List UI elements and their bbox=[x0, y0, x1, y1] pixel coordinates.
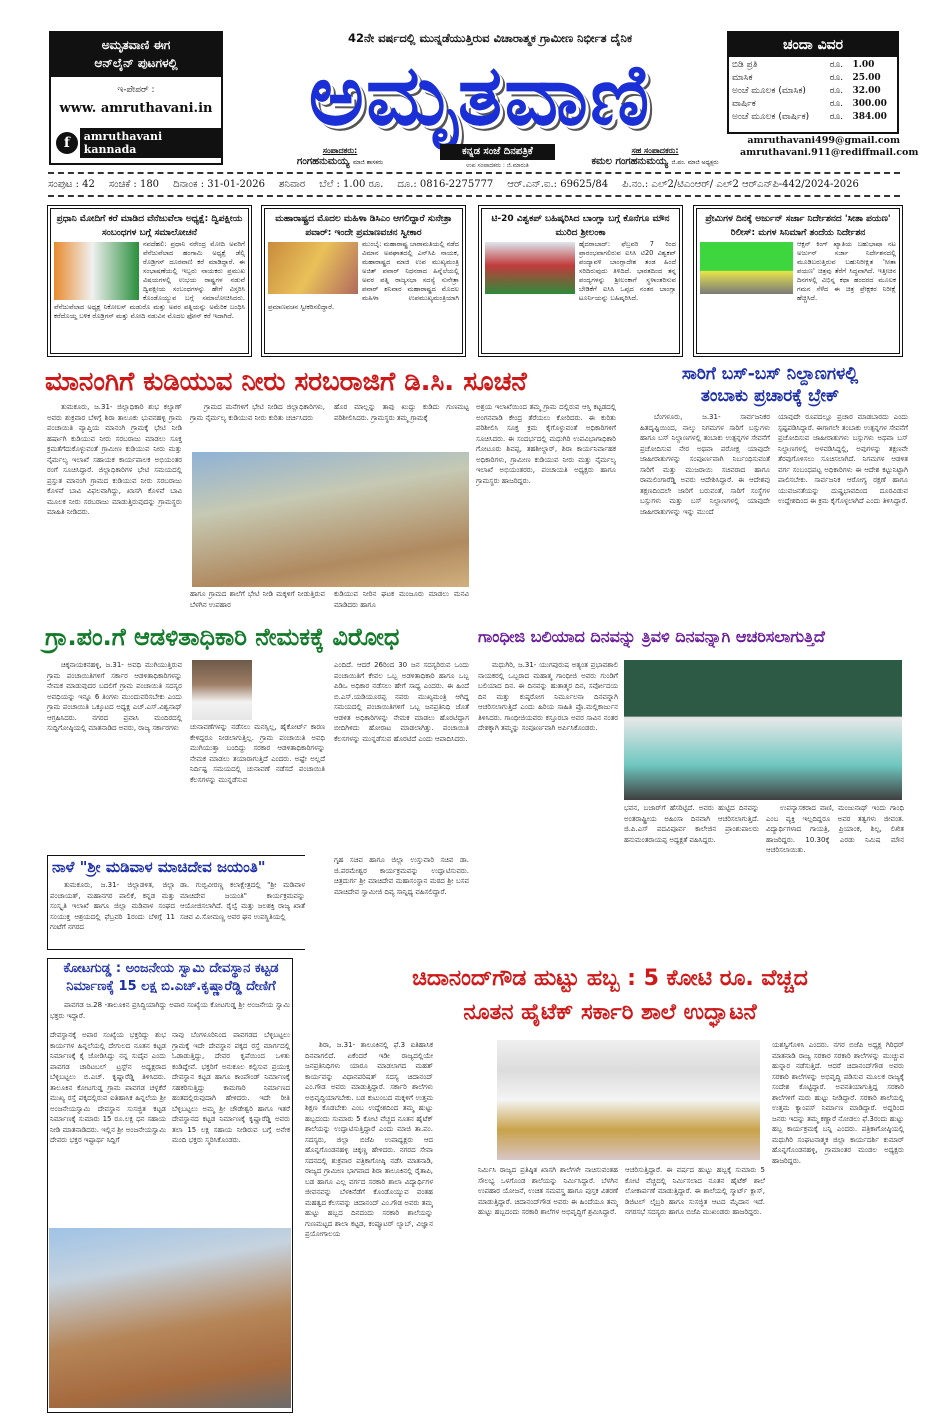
subscription-title: ಚಂದಾ ವಿವರ bbox=[729, 33, 897, 57]
promo-title-line2: ಆನ್‌ಲೈನ್ ಪುಟಗಳಲ್ಲಿ bbox=[94, 56, 178, 70]
jayanti-col-1: ತುಮಕೂರು, ಜ.31- ಜಿಲ್ಲಾಡಳಿತ, ಜಿಲ್ಲಾ ಪಂಚಾಯತ್, ಮಹಾನಗರ ಪಾಲಿಕೆ, ಕನ್ನಡ ಮತ್ತು ಸಂಸ್ಕೃತಿ ಇಲಾಖೆ ಹಾಗೂ ಜಿಲ್ಲಾ ಮಡಿವಾಳ ಸಂಘದ ಸಂಯುಕ್ತ ಆಶ್ರಯದಲ್ಲಿ ಫೆಬ್ರವರಿ 1ರಂದು ಬೆಳಿಗ್ಗೆ 11 ಗಂಟೆಗೆ ನಗರದ bbox=[50, 881, 175, 931]
brief-photo bbox=[485, 242, 575, 294]
temple-headline bbox=[50, 960, 292, 996]
brief-headline: ಟಿ-20 ವಿಶ್ವಕಪ್ ಬಹಿಷ್ಕರಿಸಿದ ಬಾಂಗ್ಲಾ ಬಗ್ಗೆ ಕೊನೆಗೂ ಮೌನ ಮುರಿದ ಶ್ರೀಲಂಕಾ bbox=[491, 214, 670, 238]
temple-headline-line2: ನಿರ್ಮಾಣಕ್ಕೆ 15 ಲಕ್ಷ ಬಿ.ಎಚ್.ಕೃಷ್ಣಾರೆಡ್ಡಿ ದೇಣಿಗೆ bbox=[66, 979, 276, 994]
school-col-3: ಆಚರಿಸುತ್ತಿದ್ದಾರೆ. ಈ ವರ್ಷದ ಹುಟ್ಟು ಹಬ್ಬಕ್ಕೆ ಸುಮಾರು 5 ಕೋಟಿ ವೆಚ್ಚದಲ್ಲಿ ನಿರ್ಮಿಸಲಾದ ನೂತನ ಹೈಟೆಕ್ ಶಾಲೆ ಲೋಕಾರ್ಪಣೆ ಮಾಡುತ್ತಿದ್ದಾರೆ. ಈ ಶಾಲೆಯಲ್ಲಿ ಸ್ಮಾರ್ಟ್ ಕ್ಲಾಸ್, ಡಿಜಿಟಲ್ ಲೈಬ್ರರಿ ಹಾಗೂ ಸುಸಜ್ಜಿತ ಆಟದ ಮೈದಾನ ಇದೆ. ನಗರಸಭೆ ಸದಸ್ಯರು ಹಾಗೂ ಬಿಜೆಪಿ ಮುಖಂಡರು ಹಾಜರಿದ್ದರು. bbox=[625, 1166, 765, 1216]
promo-title-line1: ಅಮೃತವಾಣಿ ಈಗ bbox=[101, 38, 171, 52]
editor-name: ಗಂಗಹನುಮಯ್ಯ bbox=[296, 156, 350, 167]
promo-title bbox=[51, 33, 221, 77]
rate-value: 25.00 bbox=[852, 73, 881, 83]
email-1[interactable]: amruthavani499@gmail.com bbox=[747, 135, 900, 146]
postal-reg: ಪಿ.ನಂ.: ಎಲ್2/ಟಿಎಂಆರ್/ ಎಲ್2 ಆರ್‌ಎನ್‌ಪಿ-442/2024-2026 bbox=[622, 179, 859, 190]
contact-emails bbox=[740, 135, 919, 159]
school-photo bbox=[497, 1040, 760, 1160]
lead-col-2-bottom: ಹಾಗೂ ಗ್ರಾಮದ ಶಾಲೆಗೆ ಭೇಟಿ ನೀಡಿ ಮಕ್ಕಳಿಗೆ ನೀಡುತ್ತಿರುವ ಬೆಳಗಿನ ಉಪಹಾರ bbox=[190, 590, 325, 609]
gp-headline: ಗ್ರಾ.ಪಂ.ಗೆ ಆಡಳಿತಾಧಿಕಾರಿ ನೇಮಕಕ್ಕೆ ವಿರೋಧ bbox=[45, 623, 400, 651]
brief-box bbox=[261, 205, 466, 357]
facebook-icon: f bbox=[56, 132, 78, 154]
subscription-row bbox=[729, 72, 897, 85]
editor-label: ಸಂಪಾದಕರು: bbox=[322, 146, 358, 155]
brief-body: ಆಕ್ಷನ್ ಕಿಂಗ್ ಖ್ಯಾತಿಯ ಬಹುಭಾಷಾ ನಟ ಅರ್ಜುನ್ ಸರ್ಜಾ ನಿರ್ದೇಶನದಲ್ಲಿ ಮೂಡಿಬರುತ್ತಿರುವ ಬಹುನಿರೀಕ್ಷಿತ 'ಸೀತಾ ಪಯಣ' ಚಿತ್ರವು ತೆರೆಗೆ ಸಿದ್ಧವಾಗಿದೆ. ಇತ್ತೀಚಿನ ದಿನಗಳಲ್ಲಿ ವಿಭಿನ್ನ ಕಥಾ ಹಂದರದ ಮೂಲಕ ಗಮನ ಸೆಳೆದ ಈ ಚಿತ್ರ ಪ್ರೇಕ್ಷಕರ ನಿರೀಕ್ಷೆ ಹೆಚ್ಚಿಸಿದೆ. bbox=[797, 240, 896, 302]
phone: ದೂ.: 0816-2275777 bbox=[397, 179, 494, 190]
rate-label: ಮಾಸಿಕ bbox=[732, 73, 753, 83]
coeditor-block bbox=[560, 146, 750, 167]
temple-col-1: ದೇವಸ್ಥಾನಕ್ಕೆ ಅಪಾರ ಸಂಖ್ಯೆಯ ಭಕ್ತರಿದ್ದು ಶುಭ ಕಾರ್ಯಗಳ ಹಿನ್ನಲೆಯಲ್ಲಿ ದೇಗುಲದ ನೂತನ ಕಟ್ಟಡ ನಿರ್ಮಾಣಕ್ಕೆ ಕೈ ಜೋಡಿಸಿದ್ದು ನನ್ನ ಸುದೈವ ಎಂದು ಪಾವಗಡ ಚಾರಿಟಬಲ್ ಟ್ರಸ್ಟ್‌ನ ಅಧ್ಯಕ್ಷರಾದ ಬೆಳ್ಳಿಬಟ್ಟಲು ಬಿ.ಎಚ್. ಕೃಷ್ಣಾರೆಡ್ಡಿ ತಿಳಿಸಿದರು. ತಾಲೂಕಿನ ಕೋಟಗುಡ್ಡ ಗ್ರಾಮ ಪಾವಗಡ ಚಳ್ಳಕೆರೆ ಮುಖ್ಯ ರಸ್ತೆ ಪಕ್ಕದಲ್ಲಿರುವ ಐತಿಹಾಸಿಕ ಹಿನ್ನಲೆಯ ಶ್ರೀ ಅಂಜನೇಯಸ್ವಾಮಿ ದೇವಸ್ಥಾನ ಸುಸಜ್ಜಿತ ಕಟ್ಟಡ ನಿರ್ಮಾಣಕ್ಕೆ ಸುಮಾರು 15 ರೂ.ಲಕ್ಷ ಧನ ಸಹಾಯ ನೀಡಿ ಮಾತನಾಡಿದರು. ಇಲ್ಲಿನ ಶ್ರೀ ಅಂಜನೇಯಸ್ವಾಮಿ ದೇವರು ಭಕ್ತರ ಇಷ್ಟಾರ್ಥ ಸಿದ್ದಿಗೆ bbox=[50, 1031, 166, 1144]
coeditor-role: ಜಿ.ಪಂ. ಮಾಜಿ ಅಧ್ಯಕ್ಷರು bbox=[671, 159, 719, 166]
gp-col-1: ಚಿಕ್ಕನಾಯಕನಹಳ್ಳಿ, ಜ.31- ಅವಧಿ ಮುಗಿಯುತ್ತಿರುವ ಗ್ರಾಮ ಪಂಚಾಯಿತಿಗಳಿಗೆ ಸರ್ಕಾರ ಆಡಳಿತಾಧಿಕಾರಿಗಳನ್ನು ನೇಮಕ ಮಾಡುವುದರ ಬದಲಿಗೆ ಗ್ರಾಮ ಪಂಚಾಯಿತಿ ಸದಸ್ಯರ ಅವಧಿಯನ್ನು ಇನ್ನೂ 6 ತಿಂಗಳು ಮುಂದುವರಿಸಬೇಕು ಎಂದು ಗ್ರಾಮ ಪಂಚಾಯಿತಿ ಒಕ್ಕೂಟದ ಅಧ್ಯಕ್ಷ ಎಚ್.ಎಸ್.ವಿಶ್ವನಾಥ್ ಆಗ್ರಹಿಸಿದರು. ನಗರದ ಪ್ರವಾಸಿ ಮಂದಿರದಲ್ಲಿ ಸುದ್ದಿಗೋಷ್ಠಿಯಲ್ಲಿ ಮಾತನಾಡಿದ ಅವರು, ರಾಜ್ಯ ಸರ್ಕಾರಗಳು bbox=[47, 661, 182, 732]
rate-currency: ರೂ. bbox=[829, 86, 844, 96]
rate-label: ಅಂಚೆ ಮೂಲಕ (ಮಾಸಿಕ) bbox=[732, 86, 806, 96]
gandhi-photo bbox=[624, 660, 902, 800]
school-col-2: ನಿರ್ಮಿಸಿ ರಾಜ್ಯದ ಪ್ರತಿಷ್ಠಿತ ಖಾಸಗಿ ಶಾಲೆಗಳೇ ನಾಚಿಸುವಂತಹ ಸೌಲಭ್ಯ ಒಳಗೊಂಡ ಶಾಲೆಯನ್ನು ನಿರ್ಮಿಸಿದ್ದಾರೆ. ಬೆಳಗಿನ ಉಪಹಾರ ಯೋಜನೆ, ಉಚಿತ ಸಮವಸ್ತ್ರ ಹಾಗೂ ಪುಸ್ತಕ ವಿತರಣೆ ಮಾಡುತ್ತಿದ್ದಾರೆ. ಚಿದಾನಂದ್‌ಗೌಡ ಅವರು ಈ ಹಿಂದೆಯೂ ತಮ್ಮ ಹುಟ್ಟು ಹಬ್ಬದಂದು ಸರಕಾರಿ ಶಾಲೆಗಳ ಅಭಿವೃದ್ಧಿಗೆ ಶ್ರಮಿಸಿದ್ದಾರೆ. bbox=[478, 1166, 618, 1216]
lead-col-4: ಅಶ್ರಯ ಇಲಾಖೆಯಿಂದ ತಮ್ಮ ಗ್ರಾಮ ದಲ್ಲಿರುವ ಆಸ್ತಿ ಕಟ್ಟಡದಲ್ಲಿ ಅಂಗನವಾಡಿ ಕೇಂದ್ರ ತೆರೆಯಲು ಕೋರಿದರು. ಈ ಕುರಿತು ಪರಿಶೀಲಿಸಿ ಸೂಕ್ತ ಕ್ರಮ ಕೈಗೊಳ್ಳುವಂತೆ ಅಧಿಕಾರಿಗಳಿಗೆ ಸೂಚಿಸಿದರು. ಈ ಸಂದರ್ಭದಲ್ಲಿ ಮಧುಗಿರಿ ಉಪವಿಭಾಗಾಧಿಕಾರಿ ಗೋಟೂರು ಶಿವಪ್ಪ, ತಹಶೀಲ್ದಾರ್, ಶಿರಾ ಕಾರ್ಯನಿರ್ವಾಹಕ ಅಧಿಕಾರಿಗಳು, ಗ್ರಾಮೀಣ ಕುಡಿಯುವ ನೀರು ಮತ್ತು ನೈರ್ಮಲ್ಯ ಇಲಾಖೆ ಅಭಿಯಂತರರು, ಪಂಚಾಯತಿ ಅಧ್ಯಕ್ಷರು ಹಾಗೂ ಗ್ರಾಮಸ್ಥರು ಹಾಜರಿದ್ದರು. bbox=[476, 403, 616, 485]
lead-col-3-bottom: ಕುಡಿಯುವ ನೀರಿನ ಘಟಕ ಮಂಜೂರು ಮಾಡಲು ಮನವಿ ಮಾಡಿದರು ಹಾಗೂ bbox=[334, 590, 469, 609]
gandhi-col-1: ಮಧುಗಿರಿ, ಜ.31- ಯುಗಪುರುಷ ಅತ್ಯಂತ ಪ್ರಭಾವಶಾಲಿ ನಾಯಕರಲ್ಲಿ ಒಬ್ಬರಾದ ಮಹಾತ್ಮ ಗಾಂಧೀಜಿ ಅವರು ಗುಂಡಿಗೆ ಬಲಿಯಾದ ದಿನ. ಈ ದಿನವನ್ನು ಹುತಾತ್ಮರ ದಿನ, ಸರ್ವೋದಯ ದಿನ ಮತ್ತು ಕುಷ್ಠರೋಗ ನಿರ್ಮೂಲನಾ ದಿನವನ್ನಾಗಿ ಆಚರಿಸಲಾಗುತ್ತಿದೆ ಎಂದು ಹಿರಿಯ ಸಾಹಿತಿ ಪ್ರೊ.ಮಲ್ಲಿಕಾರ್ಜುನ ತಿಳಿಸಿದರು. ಗಾಂಧೀಜಿಯವರು ಕಸ್ತೂರಬಾ ಅವರ ಸಾವಿನ ನಂತರ ದೇಶಕ್ಕಾಗಿ ತಮ್ಮನ್ನು ಸಂಪೂರ್ಣವಾಗಿ ಅರ್ಪಿಸಿಕೊಂಡರು. bbox=[478, 661, 618, 732]
lead-photo bbox=[192, 452, 469, 587]
rate-label: ವಾರ್ಷಿಕ bbox=[732, 99, 756, 109]
rate-value: 300.00 bbox=[852, 99, 887, 109]
brief-photo bbox=[268, 242, 358, 294]
lead-col-3-top: ಹೊರ ಮಾಲ್ಲನ್ನು ತಾವು ಖುದ್ದು ಕುಡಿದು ಗುಣಮಟ್ಟ ಪರಿಶೀಲಿಸಿದರು. ಗ್ರಾಮಸ್ಥರು ತಮ್ಮ ಗ್ರಾಮಕ್ಕೆ bbox=[334, 403, 469, 422]
editor-block bbox=[250, 146, 430, 167]
brief-photo bbox=[54, 242, 139, 300]
issue-info-bar bbox=[48, 179, 900, 190]
brief-photo bbox=[700, 242, 793, 294]
editor-role: ಮಾಜಿ ಶಾಸಕರು bbox=[352, 159, 384, 166]
rate-currency: ರೂ. bbox=[829, 112, 844, 122]
subscription-box bbox=[727, 31, 899, 134]
subscription-row bbox=[729, 98, 897, 111]
rate-label: ಬಿಡಿ ಪ್ರತಿ bbox=[732, 60, 758, 70]
subscription-row bbox=[729, 85, 897, 98]
day: ಶನಿವಾರ bbox=[278, 179, 306, 190]
gp-col-3: ಎಂದಿದೆ. ಆದರೆ 26ರಿಂದ 30 ಜನ ಸದಸ್ಯರಿರುವ ಒಂದು ಪಂಚಾಯಿತಿಗೆ ಕೇವಲ ಒಬ್ಬ ಅಡಳಿತಾಧಿಕಾರಿ ಹಾಗೂ ಒಬ್ಬ ಪಿಡಿಒ ಅಧಿಕಾರ ನಡೆಸಲು ಹೇಗೆ ಸಾಧ್ಯ ಎಂದರು. ಈ ಹಿಂದೆ ಬಿ.ಎಸ್.ಯಡಿಯೂರಪ್ಪ ನವರು ಮುಖ್ಯಮಂತ್ರಿ ಆಗಿದ್ದ ಸಮಯದಲ್ಲಿ ಪಂಚಾಯಿತಿಗಳಿಗೆ ಒಬ್ಬ ಜನಪ್ರತಿನಿಧಿ ಜೊತೆ ಆಡಳಿತ ಅಧಿಕಾರಿಗಳನ್ನು ನೇಮಕ ಮಾಡಲು ಹೊರಟಿದ್ದಾಗ ಬೀದಿಗಿಳಿದು ಹೋರಾಟ ಮಾಡಲಾಗಿತ್ತು. ಪಂಚಾಯಿತಿ ಕೆಲಸಗಳನ್ನು ಮುನ್ನಡೆಸುವ ಹೊರಟಿದೆ ಎಂದು ಆಪಾದಿಸಿದರು. bbox=[334, 661, 469, 743]
date: ದಿನಾಂಕ : 31-01-2026 bbox=[173, 179, 265, 190]
temple-lede: ಪಾವಗಡ ಜ.28 -ತಾಲೂಕಿನ ಪ್ರಸಿದ್ಧಿಯಾಗಿದ್ದು ಅಪಾರ ಸಂಖ್ಯೆಯ ಕೋಟಗುಡ್ಡ ಶ್ರೀ ಅಂಜನೇಯ ಸ್ವಾಮಿ ಭಕ್ತರು ಇದ್ದಾರೆ. bbox=[50, 1001, 290, 1020]
rate-currency: ರೂ. bbox=[829, 73, 844, 83]
masthead-subtitle: ಕನ್ನಡ ಸಂಜೆ ದಿನಪತ್ರಿಕೆ bbox=[440, 144, 555, 160]
masthead-tagline: 42ನೇ ವರ್ಷದಲ್ಲಿ ಮುನ್ನಡೆಯುತ್ತಿರುವ ವಿಚಾರಾತ್ಮಕ ಗ್ರಾಮೀಣ ನಿರ್ಭೀತ ದೈನಿಕ bbox=[347, 31, 633, 45]
lead-col-2-top: ಗ್ರಾಮದ ಮನೆಗಳಿಗೆ ಭೇಟಿ ನೀಡಿದ ಜಿಲ್ಲಾಧಿಕಾರಿಗಳು, ಗ್ರಾಮ ನೈರ್ಮಲ್ಯ ಕುಡಿಯುವ ನೀರು ಕುರಿತು ಚರ್ಚಿಸಿದರು bbox=[190, 403, 325, 422]
school-headline bbox=[300, 962, 920, 1030]
rate-label: ಅಂಚೆ ಮೂಲಕ (ವಾರ್ಷಿಕ) bbox=[732, 112, 810, 122]
lead-headline: ಮಾನಂಗಿಗೆ ಕುಡಿಯುವ ನೀರು ಸರಬರಾಜಿಗೆ ಡಿ.ಸಿ. ಸೂಚನೆ bbox=[45, 367, 527, 397]
volume: ಸಂಪುಟ : 42 bbox=[48, 179, 95, 190]
tobacco-col-2: ಯಾವುದೇ ರೂಪದಲ್ಲೂ ಪ್ರಚಾರ ಮಾಡಬಾರದು ಎಂದು ಸ್ಪಷ್ಟಪಡಿಸಿದ್ದಾರೆ. ಈಗಾಗಲೇ ತಂಬಾಕು ಉತ್ಪನ್ನಗಳ ಸೇವನೆಗೆ ಪ್ರಚೋದಿಸುವ ಜಾಹೀರಾತುಗಳು ಬಸ್ಸುಗಳು ಅಥವಾ ಬಸ್ ನಿಲ್ದಾಣಗಳಲ್ಲಿ ಅಳವಡಿಸಿದ್ದಲ್ಲಿ, ಅವುಗಳನ್ನು ತಕ್ಷಣವೇ ತೆರವುಗೊಳಿಸಲು ಸೂಚಿಸಲಾಗಿದೆ. ನಿಗಮಗಳ ಆಡಳಿತ ವರ್ಗ ಸಂಬಂಧಪಟ್ಟ ಅಧಿಕಾರಿಗಳು ಈ ಆದೇಶ ಕಟ್ಟುನಿಟ್ಟಾಗಿ ಪಾಲಿಸಬೇಕು. ಸಾರ್ವಜನಿಕ ಆರೋಗ್ಯ ರಕ್ಷಣೆ ಹಾಗೂ ಯುವಜನತೆಯನ್ನು ದುಷ್ಪ್ರಭಾವದಿಂದ ದೂರವಿಡುವ ಉದ್ದೇಶದಿಂದ ಈ ಕ್ರಮ ಕೈಗೊಳ್ಳಲಾಗಿದೆ ಎಂದು ತಿಳಿಸಿದ್ದಾರೆ. bbox=[778, 413, 908, 505]
brief-headline: ಮಹಾರಾಷ್ಟ್ರದ ಮೊದಲ ಮಹಿಳಾ ಡಿಸಿಎಂ ಆಗಲಿದ್ದಾರೆ ಸುನೇತ್ರಾ ಪವಾರ್: ಇಂದೇ ಪ್ರಮಾಣವಚನ ಸ್ವೀಕಾರ bbox=[275, 214, 452, 238]
rate-value: 1.00 bbox=[852, 60, 875, 70]
gandhi-col-3: ಭವನ, ಬಜಾರ್‌ಗೆ ಹೆಸರಿಟ್ಟಿದೆ. ಅವರು ಹುಟ್ಟಿದ ದಿನವನ್ನು ಅಂತರಾಷ್ಟ್ರೀಯ ಅಹಿಂಸಾ ದಿನವಾಗಿ ಆಚರಿಸಲಾಗುತ್ತಿದೆ. ಜಿ.ಪಿ.ಎಸ್ ಪದವಿಪೂರ್ವ ಕಾಲೇಜಿನ ಪ್ರಾಂಶುಪಾಲರು ಹನುಮಂತರಾಯಪ್ಪ ಅಧ್ಯಕ್ಷತೆ ವಹಿಸಿದ್ದರು. bbox=[624, 804, 759, 844]
subscription-row bbox=[729, 111, 897, 124]
brief-headline: ಪ್ರಧಾನಿ ಮೋದಿಗೆ ಕರೆ ಮಾಡಿದ ವೆನೆಜುವೆಲಾ ಅಧ್ಯಕ್ಷೆ: ದ್ವಿಪಕ್ಷೀಯ ಸಂಬಂಧಗಳ ಬಗ್ಗೆ ಸಮಾಲೋಚನೆ bbox=[56, 214, 243, 238]
epaper-label: ಇ-ಪೇಪರ್ : bbox=[117, 85, 155, 95]
school-col-4: ಯಶಸ್ವಿಗೊಳಿಸಿ ಎಂದರು. ನಗರ ಬಿಜೆಪಿ ಅಧ್ಯಕ್ಷ ಗಿರಿಧರ್ ಮಾತನಾಡಿ ರಾಜ್ಯ ಸರಕಾರ ಸರಕಾರಿ ಶಾಲೆಗಳನ್ನು ಮುಚ್ಚುವ ಹುನ್ನಾರ ನಡೆಸುತ್ತಿದೆ. ಆದರೆ ಚಿದಾನಂದ್‌ಗೌಡ ಅವರು ಸರಕಾರಿ ಶಾಲೆಗಳನ್ನು ಅಭಿವೃದ್ಧಿ ಪಡಿಸುವ ಮೂಲಕ ರಾಜ್ಯಕ್ಕೆ ಸಂದೇಶ ಕೊಟ್ಟಿದ್ದಾರೆ. ಅವನತಿಯಾಗುತ್ತಿದ್ದ ಸರಕಾರಿ ಶಾಲೆಗಳಿಗೆ ಮರು ಹುಟ್ಟು ನೀಡಿದ್ದಾರೆ. ಸರಕಾರಿ ಶಾಲೆಯಲ್ಲಿ ಉತ್ತಮ ಕ್ಯಾಂಪಸ್ ನಿರ್ಮಾಣ ಮಾಡಿದ್ದಾರೆ. ಅದ್ದರಿಂದ ಜನರು ಇದನ್ನು ತಮ್ಮ ಕಣ್ಣಾರೆ ನೋಡಲು ಫೆ.3ರಂದು ಹುಟ್ಟು ಹಬ್ಬ ಕಾರ್ಯಕ್ರಮಕ್ಕೆ ಬನ್ನಿ ಎಂದರು. ಪತ್ರಿಕಾಗೋಷ್ಠಿಯಲ್ಲಿ ಮಧುಗಿರಿ ಸಂಘಟನಾತ್ಮಕ ಜಿಲ್ಲಾ ಕಾರ್ಯದರ್ಶಿ ಕುಮಾರ್ ಹೊನ್ನಗೊಂಡನಹಳ್ಳಿ, ಗ್ರಾಮಾಂತರ ಮಂಡಲ ಅಧ್ಯಕ್ಷರು ಹಾಜರಿದ್ದರು. bbox=[772, 1041, 904, 1165]
rate-currency: ರೂ. bbox=[829, 60, 844, 70]
jayanti-col-3: ಗೃಹ ಸಚಿವ ಹಾಗೂ ಜಿಲ್ಲಾ ಉಸ್ತುವಾರಿ ಸಚಿವ ಡಾ. ಜಿ.ಪರಮೇಶ್ವರ ಕಾರ್ಯಕ್ರಮವನ್ನು ಉದ್ಘಾಟಿಸುವರು. ಚಿತ್ರದುರ್ಗ ಶ್ರೀ ಮಾಚಿದೇವ ಮಹಾಸಂಸ್ಥಾನ ಮಠದ ಶ್ರೀ ಬಸವ ಮಾಚಿದೇವ ಸ್ವಾಮೀಜಿ ದಿವ್ಯ ಸಾನ್ನಿಧ್ಯ ವಹಿಸಲಿದ್ದಾರೆ. bbox=[334, 856, 469, 896]
school-headline-line1: ಚಿದಾನಂದ್‌ಗೌಡ ಹುಟ್ಟು ಹಬ್ಬ : 5 ಕೋಟಿ ರೂ. ವೆಚ್ಚದ bbox=[412, 966, 808, 991]
masthead-title: ಅಮೃತವಾಣಿ bbox=[308, 46, 652, 144]
online-promo-box bbox=[49, 31, 223, 165]
coeditor-label: ಸಹ ಸಂಪಾದಕರು: bbox=[631, 146, 679, 155]
brief-body: ಮುಂಬೈ: ಮಹಾರಾಷ್ಟ್ರ ಬಾರಾಮತಿಯಲ್ಲಿ ನಡೆದ ವಿಮಾನ ಅಪಘಾತದಲ್ಲಿ ಎನ್‌ಸಿಪಿ ನಾಯಕ, ಮಹಾರಾಷ್ಟ್ರದ ಮಾಜಿ ಉಪ ಮುಖ್ಯಮಂತ್ರಿ ಅಜಿತ್ ಪವಾರ್ ನಿಧನರಾದ ಹಿನ್ನೆಲೆಯಲ್ಲಿ ಅವರ ಪತ್ನಿ ರಾಜ್ಯಸಭಾ ಸದಸ್ಯೆ ಸುನೇತ್ರಾ ಪವಾರ್ ಶನಿವಾರ ಮಹಾರಾಷ್ಟ್ರದ ಮೊದಲ ಮಹಿಳಾ ಉಪಮುಖ್ಯಮಂತ್ರಿಯಾಗಿ ಪ್ರಮಾಣವಚನ ಸ್ವೀಕರಿಸಲಿದ್ದಾರೆ. bbox=[268, 240, 459, 311]
brief-headline: ಪ್ರೇಮಿಗಳ ದಿನಕ್ಕೆ ಅರ್ಜುನ್ ಸರ್ಜಾ ನಿರ್ದೇಶನದ 'ಸೀತಾ ಪಯಣ' ರಿಲೀಸ್: ಮಗಳ ಸಿನಿಮಾಗೆ ತಂದೆಯ ನಿರ್ದೇಶನ bbox=[705, 214, 891, 238]
temple-photo bbox=[49, 1228, 291, 1408]
jayanti-col-2: ಡಾ. ಗುಬ್ಬಿವೀರಣ್ಣ ಕಲಾಕ್ಷೇತ್ರದಲ್ಲಿ "ಶ್ರೀ ಮಡಿವಾಳ ಮಾಚಿದೇವ ಜಯಂತಿ" ಕಾರ್ಯಕ್ರಮವನ್ನು ಆಯೋಜಿಸಲಾಗಿದೆ. ರೈಲ್ವೆ ಮತ್ತು ಜಲಶಕ್ತಿ ರಾಜ್ಯ ಖಾತೆ ಸಚಿವ ವಿ.ಸೋಮಣ್ಣ ಅವರ ಘನ ಉಪಸ್ಥಿತಿಯಲ್ಲಿ bbox=[180, 881, 305, 921]
tobacco-headline bbox=[630, 363, 910, 407]
school-headline-line2: ನೂತನ ಹೈಟೆಕ್ ಸರ್ಕಾರಿ ಶಾಲೆ ಉದ್ಘಾಟನೆ bbox=[463, 1000, 757, 1025]
subscription-table bbox=[729, 59, 897, 124]
rate-currency: ರೂ. bbox=[829, 99, 844, 109]
website-link[interactable]: www. amruthavani.in bbox=[59, 101, 213, 116]
temple-headline-line1: ಕೋಟಗುಡ್ಡ : ಅಂಜನೇಯ ಸ್ವಾಮಿ ದೇವಸ್ಥಾನ ಕಟ್ಟಡ bbox=[63, 961, 279, 976]
gandhi-col-4: ಉಪನ್ಯಾಸಕರಾದ ವಾಣಿ, ಮಂಜುನಾಥ್ ಇಂದು ಗಾಂಧಿ ಎಂಬ ವ್ಯಕ್ತಿ ಇಲ್ಲದಿದ್ದರೂ ಅವರ ತತ್ವಗಳು ಜೀವಂತ. ವಿದ್ಯಾರ್ಥಿಗಳಾದ ಗಾಯತ್ರಿ, ಪ್ರಿಯಾಂಕ, ಶಿಲ್ಪ, ಲಿಖಿತ ಹಾಜರಿದ್ದರು. 10.30ಕ್ಕೆ ಎರಡು ನಿಮಿಷ ಮೌನ ಆಚರಿಸಲಾಯಿತು. bbox=[766, 804, 904, 854]
jayanti-headline: ನಾಳೆ "ಶ್ರೀ ಮಡಿವಾಳ ಮಾಚಿದೇವ ಜಯಂತಿ" bbox=[52, 858, 266, 876]
price: ಬೆಲೆ : 1.00 ರೂ. bbox=[319, 179, 384, 190]
email-2[interactable]: amruthavani.911@rediffmail.com bbox=[740, 147, 919, 158]
rate-value: 384.00 bbox=[852, 112, 887, 122]
rate-value: 32.00 bbox=[852, 86, 881, 96]
issue: ಸಂಚಿಕೆ : 180 bbox=[108, 179, 160, 190]
divider bbox=[48, 195, 900, 197]
facebook-link[interactable] bbox=[56, 128, 221, 158]
gandhi-headline: ಗಾಂಧೀಜಿ ಬಲಿಯಾದ ದಿನವನ್ನು ತ್ರಿವಳಿ ದಿನವನ್ನಾಗಿ ಆಚರಿಸಲಾಗುತ್ತಿದೆ bbox=[478, 627, 825, 646]
tobacco-col-1: ಬೆಂಗಳೂರು, ಜ.31- ಸಾರ್ವಜನಿಕರ ಹಿತದೃಷ್ಟಿಯಿಂದ, ನಾಲ್ಕು ನಿಗಮಗಳ ಸಾರಿಗೆ ಬಸ್ಸುಗಳು ಹಾಗೂ ಬಸ್ ನಿಲ್ದಾಣಗಳಲ್ಲಿ ತಂಬಾಕು ಉತ್ಪನ್ನಗಳ ಸೇವನೆಗೆ ಪ್ರಚೋದಿಸುವ ನೇರ ಅಥವಾ ಪರೋಕ್ಷ ಯಾವುದೇ ಜಾಹೀರಾತುಗಳನ್ನು ಸಂಪೂರ್ಣವಾಗಿ ನಿರ್ಬಂಧಿಸುವಂತೆ ಸಾರಿಗೆ ಮತ್ತು ಮುಜರಾಯಿ ಸಚಿವರಾದ ಹಾಗೂ ರಾಮಲಿಂಗಾರೆಡ್ಡಿ ಅವರು ಆದೇಶಿಸಿದ್ದಾರೆ. ಈ ಆದೇಶವು ತಕ್ಷಣದಿಂದಲೇ ಜಾರಿಗೆ ಬರುವಂತೆ, ಸಾರಿಗೆ ಸಂಸ್ಥೆಗಳ ಬಸ್ಸುಗಳು ಮತ್ತು ಬಸ್ ನಿಲ್ದಾಣಗಳಲ್ಲಿ ಯಾವುದೇ ಜಾಹೀರಾತುಗಳನ್ನು ಇನ್ನು ಮುಂದೆ bbox=[640, 413, 770, 516]
brief-body: ನವದೆಹಲಿ: ಪ್ರಧಾನಿ ನರೇಂದ್ರ ಮೋದಿ ಅವರಿಗೆ ವೆನೆಜುವೆಲಾದ ಹಂಗಾಮಿ ಅಧ್ಯಕ್ಷೆ ಡೆಲ್ಸಿ ರೊಡ್ರಿಗಸ್ ದೂರವಾಣಿ ಕರೆ ಮಾಡಿದ್ದಾರೆ. ಈ ಸಂಭಾಷಣೆಯಲ್ಲಿ ಇಬ್ಬರು ನಾಯಕರು ಪ್ರಮುಖ ವಿಷಯಗಳಲ್ಲಿ ಉಭಯ ರಾಷ್ಟ್ರಗಳ ನಡುವೆ ದ್ವಿಪಕ್ಷೀಯ ಸಂಬಂಧಗಳನ್ನು ಹೇಗೆ ವಿಸ್ತರಿಸಿ ಕೊಂಡೊಯ್ಯುವ ಬಗ್ಗೆ ಸಮಾಲೋಚಿಸಿದರು. ವೆನೆಜುವೆಲಾದ ಅಧ್ಯಕ್ಷ ನಿಕೋಲಸ್ ಮಡುರೊ ಮತ್ತು ಅವರ ಪತ್ನಿಯನ್ನು ಅಮೆರಿಕ ಬಂಧಿಸಿ ಕರೆದೊಯ್ದ ಬಳಿಕ ರೊಡ್ರಿಗಸ್ ಮತ್ತು ಮೋದಿ ನಡುವಿನ ಮೊದಲ ಫೋನ್ ಕರೆ ಇದಾಗಿದೆ. bbox=[54, 240, 245, 320]
tobacco-headline-line2: ತಂಬಾಕು ಪ್ರಚಾರಕ್ಕೆ ಬ್ರೇಕ್ bbox=[700, 386, 840, 406]
subscription-row bbox=[729, 59, 897, 72]
divider bbox=[48, 172, 900, 174]
facebook-handle: amruthavani kannada bbox=[80, 128, 221, 158]
brief-box bbox=[478, 205, 683, 357]
coeditor-name: ಕಮಲ ಗಂಗಹನುಮಯ್ಯ bbox=[591, 156, 668, 167]
tobacco-headline-line1: ಸಾರಿಗೆ ಬಸ್-ಬಸ್ ನಿಲ್ದಾಣಗಳಲ್ಲಿ bbox=[681, 364, 859, 384]
brief-box bbox=[693, 205, 903, 357]
sub-editor: ಉಪ ಸಂಪಾದಕರು : ಜಿ.ಮಾರುತಿ bbox=[466, 162, 529, 169]
temple-col-2: ನಾವು ಬೆಂಗಳೂರಿನಿಂದ ಪಾವಗಡದ ಬೆಳ್ಳಿಬಟ್ಟಲು ಗ್ರಾಮಕ್ಕೆ ಇದೇ ದೇವಸ್ಥಾನ ಪಕ್ಕದ ರಸ್ತೆ ಮಾರ್ಗದಲ್ಲಿ ಓಡಾಡುತ್ತಿದ್ದು, ದೇವರ ಕೃಪೆಯಿಂದ ಒಳಿತು ಕಂಡಿದ್ದೇವೆ. ಭಕ್ತರಿಗೆ ಅನುಕೂಲ ಕಲ್ಪಿಸುವ ಪ್ರಯುಕ್ತ ದೇವಸ್ಥಾನ ಕಟ್ಟಡ ಹಾಗೂ ಕಾಂಪೌಂಡ್ ನಿರ್ಮಾಣಕ್ಕೆ ಸಹಕರಿಸುತ್ತಿದ್ದು ಕಾಮಗಾರಿ ನಿರ್ಮಾಣದ ಹಂತದಲ್ಲಿರುವುದಾಗಿ ಹೇಳಿದರು. ಇದೇ ರೀತಿ ಬೆಳ್ಳಿಬಟ್ಟಲು ಅಮ್ಮ ಶ್ರೀ ಚೌಡೇಶ್ವರಿ ಹಾಗೂ ಇತರೆ ದೇವಸ್ಥಾನದ ಕಟ್ಟಡ ನಿರ್ಮಾಣಕ್ಕೆ ಕೃಷ್ಣಾರೆಡ್ಡಿ ಅವರು ತಲಾ 15 ಲಕ್ಷ ಸಹಾಯ ನೀಡಿರುವ ಬಗ್ಗೆ ಅನೇಕ ಮಂದಿ ಭಕ್ತರು ಸ್ಮರಿಸಿಕೊಂಡರು. bbox=[172, 1031, 290, 1144]
school-col-1: ಶಿರಾ, ಜ.31- ತಾಲೂಕಿನಲ್ಲಿ ಫೆ.3 ಐತಿಹಾಸಿಕ ದಿನವಾಗಲಿದೆ. ಏಕೆಂದರೆ ಇಡೀ ರಾಜ್ಯದಲ್ಲಿಯೇ ಜನಪ್ರತಿನಿಧಿಗಳು ಯಾರೂ ಮಾಡಲಾಗದ ಮಹತ್ ಕಾರ್ಯವನ್ನು ವಿಧಾನಪರಿಷತ್ ಸದಸ್ಯ ಚಿದಾನಂದ್ ಎಂ.ಗೌಡ ಅವರು ಮಾಡುತ್ತಿದ್ದಾರೆ. ಸರ್ಕಾರಿ ಶಾಲೆಗಳು ಅಭಿವೃದ್ಧಿಯಾಗಬೇಕು. ಬಡ ಕುಟುಂಬದ ಮಕ್ಕಳಿಗೆ ಉತ್ತಮ ಶಿಕ್ಷಣ ಕೊಡಬೇಕು ಎಂಬ ಉದ್ದೇಶದಿಂದ ತಮ್ಮ ಹುಟ್ಟು ಹಬ್ಬದಂದು ಸುಮಾರು 5 ಕೋಟಿ ವೆಚ್ಚದ ನೂತನ ಹೈಟೆಕ್ ಶಾಲೆಯನ್ನು ಉದ್ಘಾಟಿಸುತ್ತಿದ್ದಾರೆ ಎಂದು ಮಾಜಿ ತಾ.ಪಂ. ಸದಸ್ಯರು, ಜಿಲ್ಲಾ ಬಿಜೆಪಿ ಉಪಾಧ್ಯಕ್ಷರು ಆದ ಹೊನ್ನಗೊಂಡನಹಳ್ಳಿ ಚಿಕ್ಕಣ್ಣ ಹೇಳಿದರು. ನಗರದ ಸೇವಾ ಸದನದಲ್ಲಿ ಶುಕ್ರವಾರ ಪತ್ರಿಕಾಗೋಷ್ಠಿ ನಡೆಸಿ ಮಾತನಾಡಿ, ರಾಜ್ಯದ ಗ್ರಾಮೀಣ ಭಾಗವಾದ ಶಿರಾ ತಾಲೂಕಿನಲ್ಲಿ ರೈತಾಪಿ, ಬಡ ಹಾಗೂ ಎಲ್ಲ ವರ್ಗದ ಸರಕಾರಿ ಶಾಲಾ ವಿದ್ಯಾರ್ಥಿಗಳ ಜೀವನವನ್ನು ಬೆಳಕಿನೆಡೆಗೆ ಕೊಂಡೊಯ್ಯುವ ವಂತಹ ಮಹತ್ವದ ಕೆಲಸವನ್ನು ಚಿದಾನಂದ್ ಎಂ.ಗೌಡ ಅವರು ತಮ್ಮ ಹುಟ್ಟು ಹಬ್ಬದ ದಿನದಂದು ಸರಕಾರಿ ಶಾಲೆಯನ್ನು ಗುಣಮಟ್ಟದ ಶಾಲಾ ಕಟ್ಟಡ, ಕಂಪ್ಯೂಟರ್ ಲ್ಯಾಬ್, ವಿಜ್ಞಾನ ಪ್ರಯೋಗಾಲಯ bbox=[305, 1041, 433, 1238]
brief-body: ಹೈದರಾಬಾದ್: ಫೆಬ್ರವರಿ 7 ರಿಂದ ಪ್ರಾರಂಭವಾಗಲಿರುವ ಐಸಿಸಿ ಟಿ20 ವಿಶ್ವಕಪ್ ಪಂದ್ಯಾವಳಿ ಬಾಂಗ್ಲಾದೇಶ ತಂಡ ಹಿಂದೆ ಸರಿದಿರುವುದು ತಿಳಿದಿದೆ. ಭಾರತದಿಂದ ತನ್ನ ಪಂದ್ಯಗಳನ್ನು ಶ್ರೀಲಂಕಾಗೆ ಸ್ಥಳಾಂತರಿಸುವ ಬೇಡಿಕೆಗೆ ಐಸಿಸಿ ಒಪ್ಪದ ನಂತರ ಬಾಂಗ್ಲಾ ಟೂರ್ನಿಯನ್ನು ಬಹಿಷ್ಕರಿಸಿದೆ. bbox=[579, 240, 676, 302]
rni: ಆರ್.ಎನ್.ಐ.: 69625/84 bbox=[507, 179, 609, 190]
gp-col-2: ಚುನಾವಣೆಗಳನ್ನು ನಡೆಸಲು ಮನಸ್ಸಿಲ್ಲ, ಹೈಕೋರ್ಟ್ ಕಾರಣ ಕೇಳಿದ್ದರೂ ನೀಡಲಾಗುತ್ತಿಲ್ಲ. ಗ್ರಾಮ ಪಂಚಾಯಿತಿ ಅವಧಿ ಮುಗಿಯುತ್ತಾ ಬಂದಿದ್ದು ಸರಕಾರ ಆಡಳಿತಾಧಿಕಾರಿಗಳನ್ನು ನೇಮಕ ಮಾಡಲು ತಯಾರಾಗುತ್ತಿದೆ ಎಂದರು. ಅಷ್ಟೇ ಅಲ್ಲದೆ ನಿರ್ದಿಷ್ಟ ಸಮಯದಲ್ಲಿ ಚುನಾವಣೆ ನಡೆಸದೆ ಪಂಚಾಯಿತಿ ಕೆಲಸಗಳನ್ನು ಮುನ್ನಡೆಸುವ bbox=[190, 723, 325, 784]
brief-box bbox=[47, 205, 252, 357]
lead-col-1: ತುಮಕೂರು, ಜ.31- ಜಿಲ್ಲಾಧಿಕಾರಿ ಶುಭ ಕಲ್ಯಾಣ್ ಅವರು ಶುಕ್ರವಾರ ಬೆಳಿಗ್ಗೆ ಶಿರಾ ತಾಲೂಕು ಭುವನಹಳ್ಳಿ ಗ್ರಾಮ ಪಂಚಾಯಿತಿ ವ್ಯಾಪ್ತಿಯ ಮಾನಂಗಿ ಗ್ರಾಮಕ್ಕೆ ಭೇಟಿ ನೀಡಿ ಹರ್ಷಾಗಿ ಕುಡಿಯುವ ನೀರು ಸರಬರಾಜು ಮಾಡಲು ಸೂಕ್ತ ಕ್ರಮತೆಗೆದುಕೊಳ್ಳುವಂತೆ ಗ್ರಾಮೀಣ ಕುಡಿಯುವ ನೀರು ಮತ್ತು ನೈರ್ಮಲ್ಯ ಇಲಾಖೆ ಸಹಾಯಕ ಕಾರ್ಯಪಾಲಕ ಅಭಿಯಂತರ ರಂಗೆ ಸೂಚಿಸಿದ್ದಾರೆ. ಜಿಲ್ಲಾಧಿಕಾರಿಗಳ ಭೇಟಿ ಸಮಯದಲ್ಲಿ ಪ್ರಸ್ತುತ ಮಾನಂಗಿ ಗ್ರಾಮದ ಕುಡಿಯುವ ನೀರು ಸರಬರಾಜು ಕೊಳವೆ ಬಾವಿ ವಿಫಲವಾಗಿದ್ದು, ಖಾಸಗಿ ಕೊಳವೆ ಬಾವಿ ಮೂಲಕ ನೀರು ಸರಬರಾಜು ಮಾಡುತ್ತಿರುವುದನ್ನು ಗ್ರಾಮಸ್ಥರು ಮಾಹಿತಿ ನೀಡಿದರು. bbox=[47, 403, 182, 516]
